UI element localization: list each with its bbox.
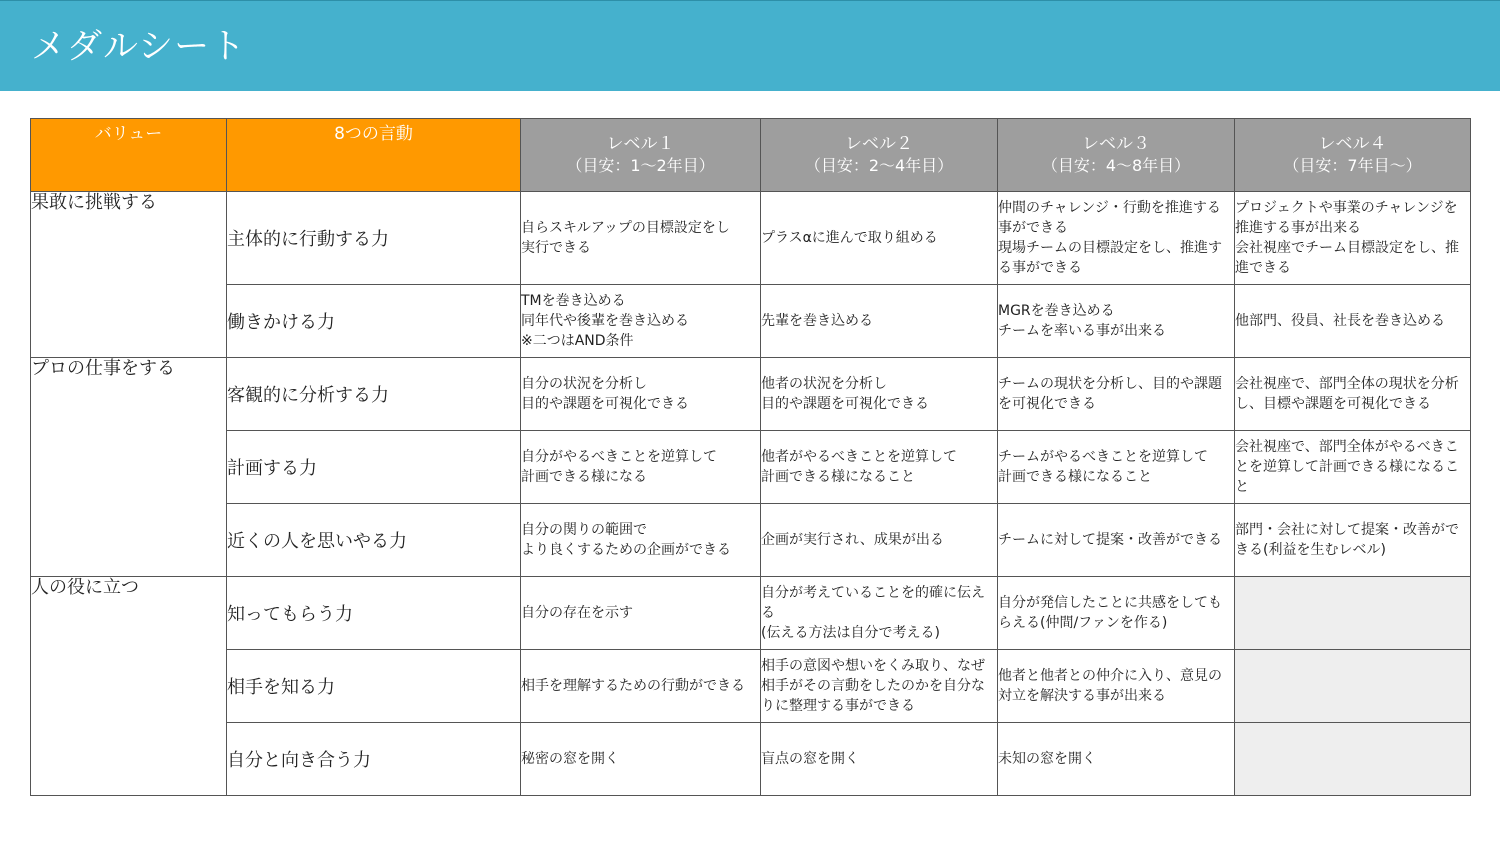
table-row [31, 431, 1471, 504]
level-cell: 先輩を巻き込める [761, 285, 998, 358]
level-cell: 企画が実行され、成果が出る [761, 504, 998, 577]
level-cell: 自分が考えていることを的確に伝える (伝える方法は自分で考える) [761, 577, 998, 650]
level-cell: 自分の状況を分析し 目的や課題を可視化できる [521, 358, 761, 431]
header-level-2 [761, 119, 998, 192]
title-bar [0, 0, 1500, 91]
table-row [31, 358, 1471, 431]
level-cell: 他者がやるべきことを逆算して 計画できる様になること [761, 431, 998, 504]
level-cell: 秘密の窓を開く [521, 723, 761, 796]
header-level-4 [1235, 119, 1471, 192]
table-row [31, 577, 1471, 650]
level-2-guide: （目安：2〜4年目） [804, 156, 954, 175]
action-cell: 自分と向き合う力 [227, 723, 521, 796]
level-cell: 会社視座で、部門全体の現状を分析し、目標や課題を可視化できる [1235, 358, 1471, 431]
level-cell: MGRを巻き込める チームを率いる事が出来る [998, 285, 1235, 358]
header-action: 8つの言動 [227, 119, 521, 192]
action-cell: 計画する力 [227, 431, 521, 504]
level-cell: 部門・会社に対して提案・改善ができる(利益を生むレベル) [1235, 504, 1471, 577]
level-cell-empty [1235, 650, 1471, 723]
table-row [31, 650, 1471, 723]
header-value: バリュー [31, 119, 227, 192]
level-cell: 相手の意図や想いをくみ取り、なぜ相手がその言動をしたのかを自分なりに整理する事ができる [761, 650, 998, 723]
table-row [31, 504, 1471, 577]
header-level-3 [998, 119, 1235, 192]
level-1-guide: （目安：1〜2年目） [566, 156, 715, 175]
action-cell: 相手を知る力 [227, 650, 521, 723]
action-cell: 近くの人を思いやる力 [227, 504, 521, 577]
table-row [31, 723, 1471, 796]
action-cell: 働きかける力 [227, 285, 521, 358]
level-cell: 仲間のチャレンジ・行動を推進する事ができる 現場チームの目標設定をし、推進する事ができる [998, 192, 1235, 285]
value-cell: 果敢に挑戦する [31, 192, 227, 358]
level-cell: 自分の存在を示す [521, 577, 761, 650]
value-cell: プロの仕事をする [31, 358, 227, 577]
level-cell-empty [1235, 577, 1471, 650]
action-cell: 知ってもらう力 [227, 577, 521, 650]
action-cell: 客観的に分析する力 [227, 358, 521, 431]
page-title: メダルシート [31, 27, 247, 67]
level-cell: チームがやるべきことを逆算して 計画できる様になること [998, 431, 1235, 504]
level-3-guide: （目安：4〜8年目） [1041, 156, 1191, 175]
level-cell: 自分が発信したことに共感をしてもらえる(仲間/ファンを作る) [998, 577, 1235, 650]
level-cell: 他部門、役員、社長を巻き込める [1235, 285, 1471, 358]
level-1-name: レベル１ [606, 134, 675, 154]
level-cell: 自らスキルアップの目標設定をし 実行できる [521, 192, 761, 285]
level-cell: 自分がやるべきことを逆算して 計画できる様になる [521, 431, 761, 504]
level-cell-empty [1235, 723, 1471, 796]
level-cell: チームに対して提案・改善ができる [998, 504, 1235, 577]
level-3-name: レベル３ [1082, 134, 1150, 154]
level-cell: 相手を理解するための行動ができる [521, 650, 761, 723]
medal-table [30, 118, 1471, 796]
table-row [31, 285, 1471, 358]
table-row [31, 192, 1471, 285]
level-cell: 盲点の窓を開く [761, 723, 998, 796]
level-cell: TMを巻き込める 同年代や後輩を巻き込める ※二つはAND条件 [521, 285, 761, 358]
level-cell: 他者の状況を分析し 目的や課題を可視化できる [761, 358, 998, 431]
level-2-name: レベル２ [845, 134, 913, 154]
level-cell: 他者と他者との仲介に入り、意見の対立を解決する事が出来る [998, 650, 1235, 723]
level-4-name: レベル４ [1318, 134, 1387, 154]
level-cell: プロジェクトや事業のチャレンジを推進する事が出来る 会社視座でチーム目標設定をし、推進できる [1235, 192, 1471, 285]
level-cell: チームの現状を分析し、目的や課題を可視化できる [998, 358, 1235, 431]
level-cell: プラスαに進んで取り組める [761, 192, 998, 285]
header-level-1 [521, 119, 761, 192]
level-4-guide: （目安：7年目〜） [1283, 156, 1422, 175]
level-cell: 会社視座で、部門全体がやるべきことを逆算して計画できる様になること [1235, 431, 1471, 504]
level-cell: 未知の窓を開く [998, 723, 1235, 796]
action-cell: 主体的に行動する力 [227, 192, 521, 285]
value-cell: 人の役に立つ [31, 577, 227, 796]
header-row [31, 119, 1471, 192]
level-cell: 自分の関りの範囲で より良くするための企画ができる [521, 504, 761, 577]
